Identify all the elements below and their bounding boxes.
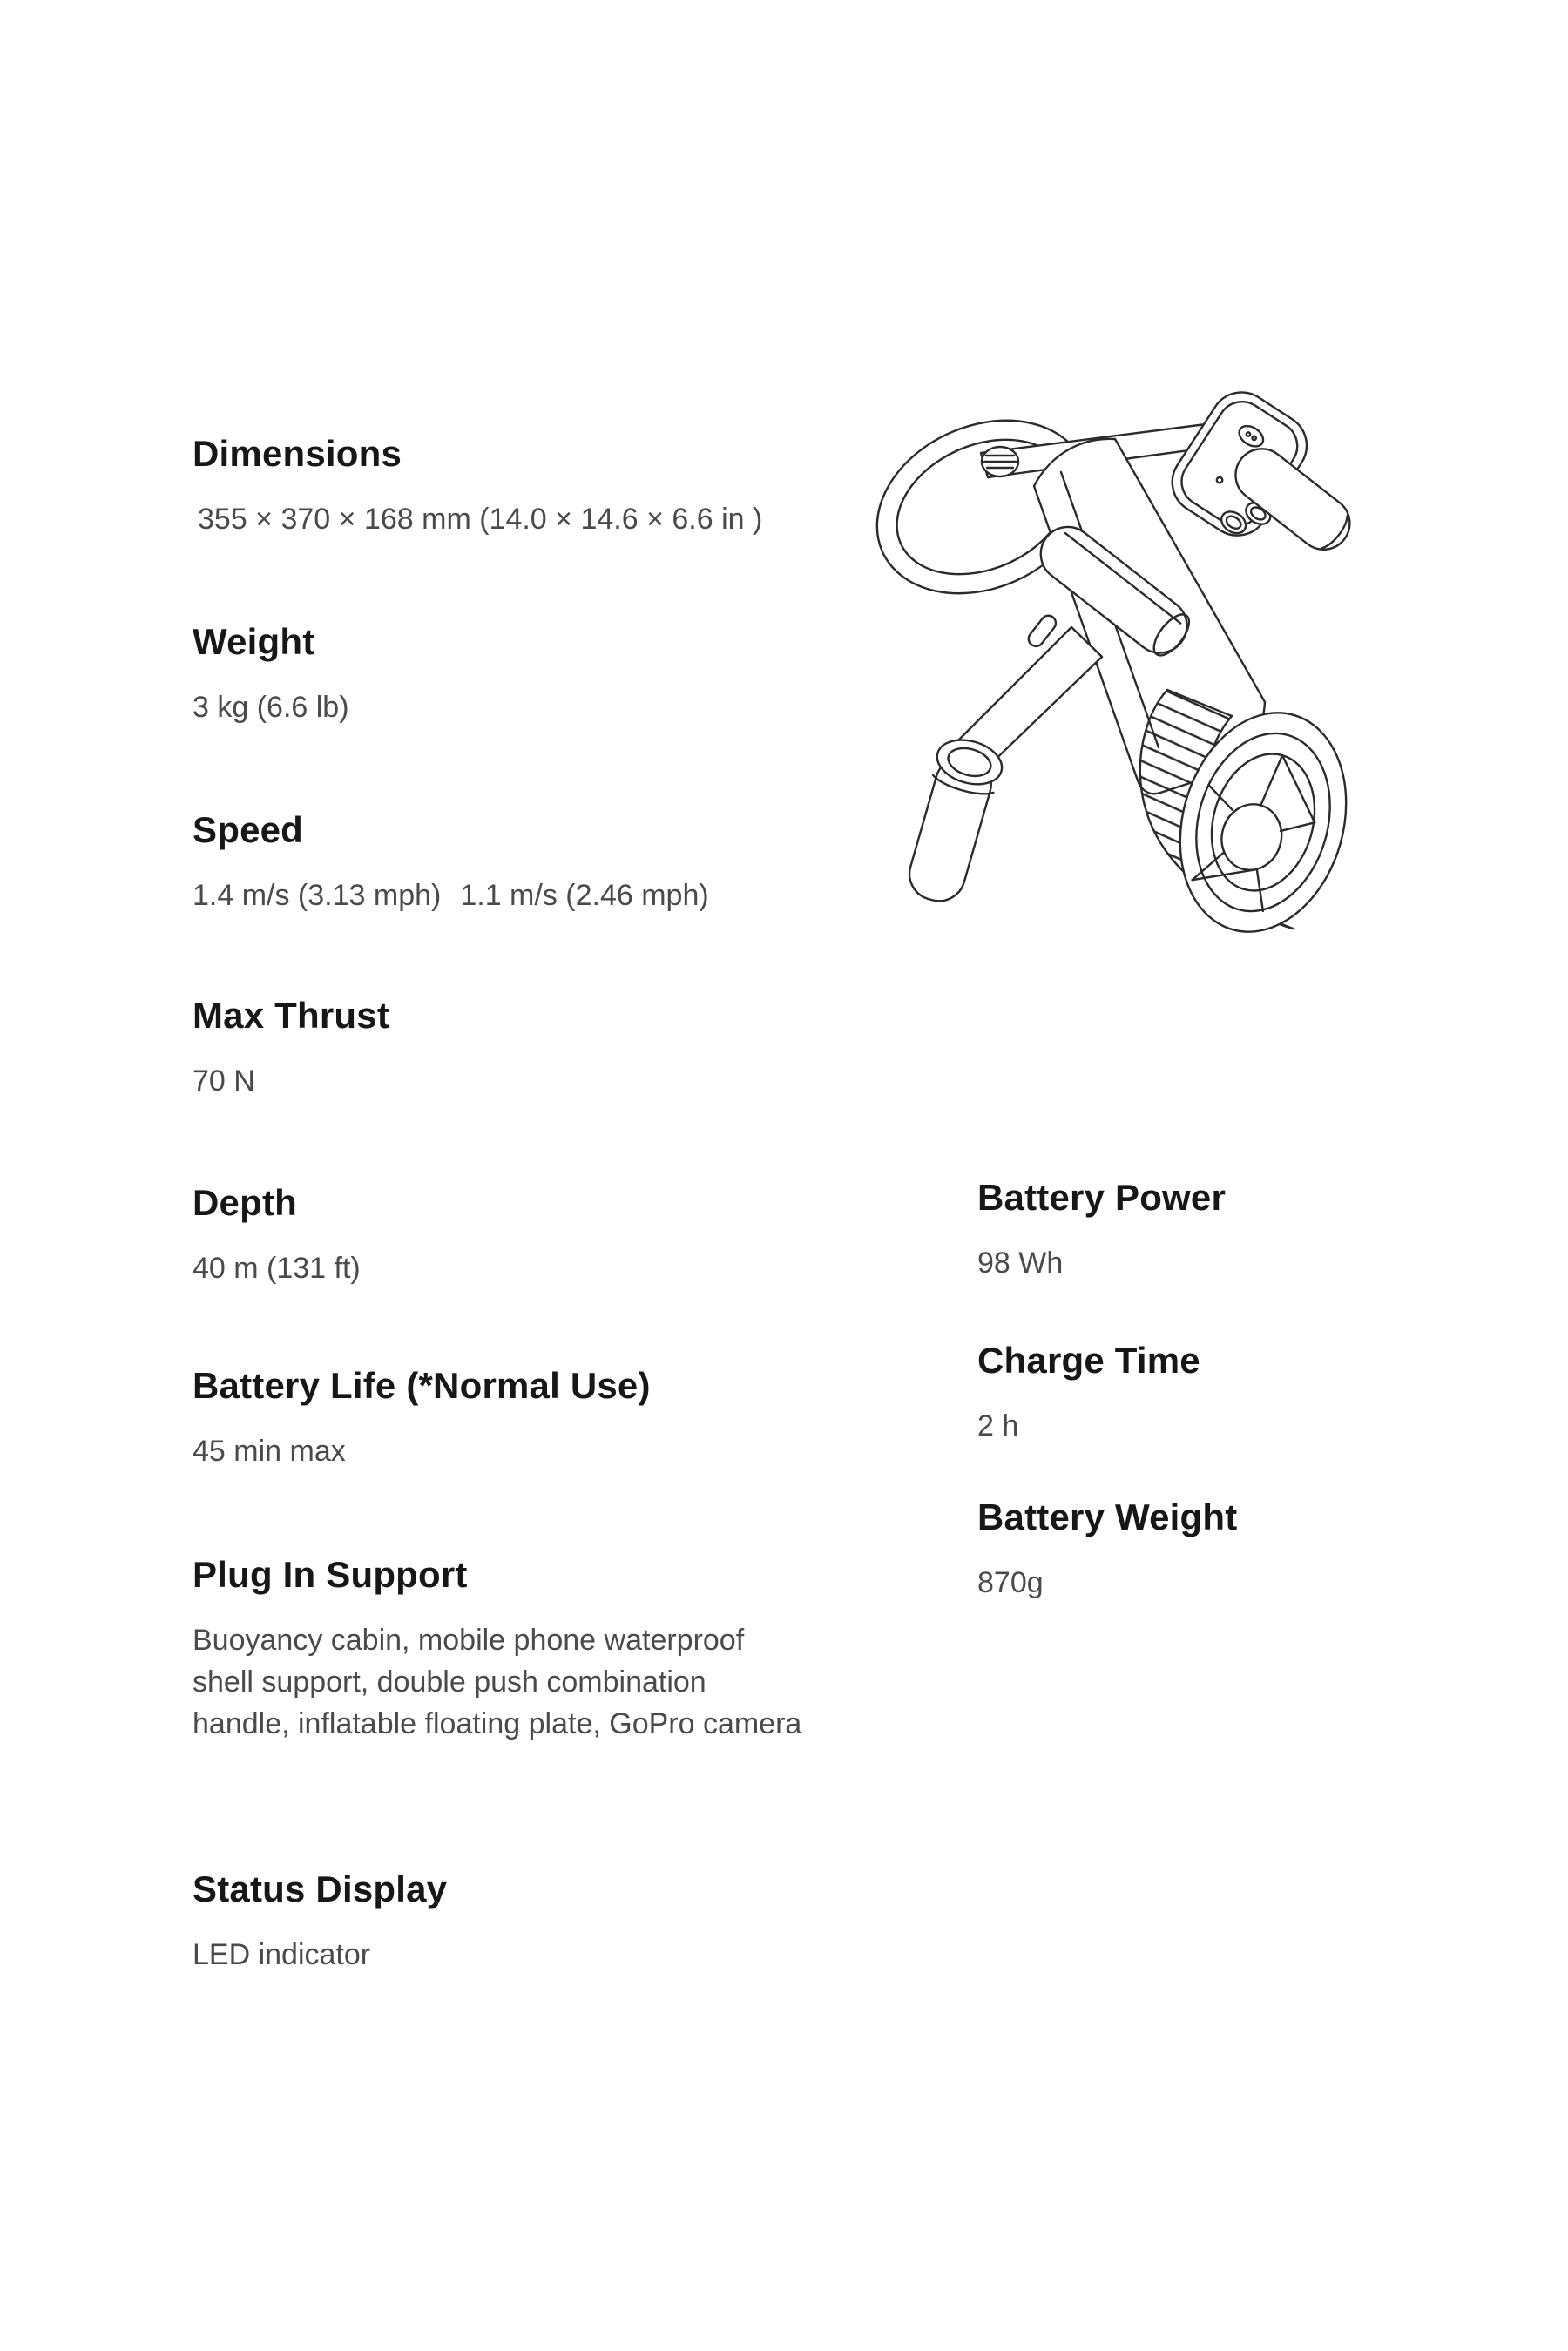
battery-life-heading: Battery Life (*Normal Use) [193, 1365, 651, 1406]
spec-section-battery-life [193, 1366, 651, 1472]
charge-time-value: 2 h [977, 1409, 1019, 1442]
speed-value [193, 875, 709, 916]
battery-power-value: 98 Wh [977, 1246, 1064, 1280]
battery-power-heading: Battery Power [977, 1177, 1227, 1218]
weight-value: 3 kg (6.6 lb) [193, 691, 349, 724]
spec-section-battery-weight [977, 1497, 1237, 1604]
speed-heading: Speed [193, 809, 304, 850]
battery-life-value: 45 min max [193, 1435, 346, 1468]
spec-section-max-thrust [193, 996, 389, 1102]
spec-section-charge-time [977, 1341, 1200, 1447]
dimensions-heading: Dimensions [193, 433, 402, 474]
spec-section-plug-in-support [193, 1555, 802, 1745]
plug-in-support-value: Buoyancy cabin, mobile phone waterproof shell support, double push combination handle, inflatable floating plate, GoPro camera [193, 1624, 802, 1740]
underwater-scooter-line-art [854, 366, 1368, 958]
status-display-heading: Status Display [193, 1868, 448, 1909]
battery-weight-heading: Battery Weight [977, 1496, 1238, 1537]
spec-section-depth [193, 1183, 361, 1289]
charge-time-heading: Charge Time [977, 1340, 1200, 1381]
battery-weight-value: 870g [977, 1566, 1044, 1599]
depth-heading: Depth [193, 1182, 297, 1223]
spec-section-weight [193, 622, 349, 728]
spec-section-status-display [193, 1869, 447, 1976]
underwater-scooter-illustration [854, 366, 1368, 958]
left-grip [898, 733, 1007, 909]
depth-value: 40 m (131 ft) [193, 1252, 361, 1285]
speed-value-fast: 1.4 m/s (3.13 mph) [193, 879, 442, 912]
dimensions-value: 355 × 370 × 168 mm (14.0 × 14.6 × 6.6 in ) [198, 503, 763, 536]
spec-section-dimensions [193, 434, 762, 540]
spec-section-battery-power [977, 1178, 1226, 1284]
max-thrust-value: 70 N [193, 1064, 255, 1098]
mount-knob-icon [982, 447, 1018, 476]
spec-section-speed [193, 810, 709, 916]
status-display-value: LED indicator [193, 1938, 371, 1971]
plug-in-support-heading: Plug In Support [193, 1554, 468, 1595]
max-thrust-heading: Max Thrust [193, 995, 390, 1036]
weight-heading: Weight [193, 621, 315, 662]
speed-value-slow: 1.1 m/s (2.46 mph) [460, 879, 709, 912]
